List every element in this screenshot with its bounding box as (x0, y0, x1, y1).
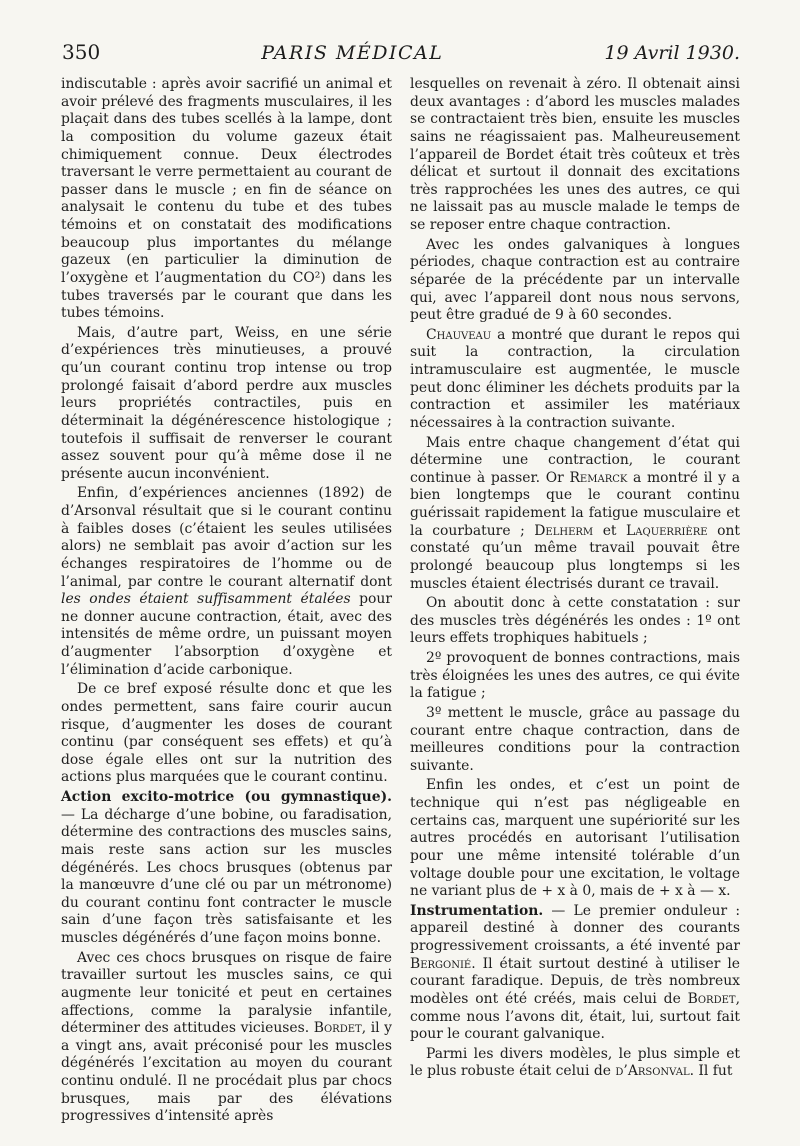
author-name: d’Arsonval (615, 1063, 690, 1080)
paragraph: Mais, d’autre part, Weiss, en une série d’expériences très minutieuses, a prouvé qu’un courant continu trop intense ou trop prolongé faisait d’abord perdre aux muscles leurs propriétés contractiles, puis en déterminait la dégénérescence histologique ; toutefois il suffisait de renverser le courant assez souvent pour qu’à même dose il ne présente aucun inconvénient. (61, 324, 392, 482)
paragraph: Parmi les divers modèles, le plus simple et le plus robuste était celui de d’Arsonval. Il fut (410, 1045, 740, 1080)
paragraph: Enfin les ondes, et c’est un point de technique qui n’est pas négligeable en certains cas, marquent une supériorité sur les autres procédés en autorisant l’utilisation pour une même intensité tolérable d’un voltage double pour une excitation, le voltage ne variant plus de + x à 0, mais de + x à — x. (410, 777, 740, 900)
author-name: Delherm (534, 522, 594, 539)
author-name: Bergonié (410, 955, 472, 972)
paragraph: Mais entre chaque changement d’état qui détermine une contraction, le courant continue à passer. Or Remarck a montré il y a bien longtemps que le courant continu guérissait rapidement la fatigue musculaire et la courbature ; Delherm et Laquerrière ont constaté qu’un même travail pouvait être prolongé beaucoup plus longtemps si les muscles étaient électrisés durant ce travail. (410, 434, 740, 592)
paragraph: Action excito-motrice (ou gymnastique). — La décharge d’une bobine, ou faradisation, détermine des contractions des muscles sains, mais reste sans action sur les muscles dégénérés. Les chocs brusques (obtenus par la manœuvre d’une clé ou par un métronome) du courant continu font contracter le muscle sain d’une façon très satisfaisante et les muscles dégénérés d’une façon moins bonne. (61, 789, 392, 946)
paragraph: 2º provoquent de bonnes contractions, mais très éloignées les unes des autres, ce qui évite la fatigue ; (410, 650, 740, 702)
paragraph: Avec ces chocs brusques on risque de faire travailler surtout les muscles sains, ce qui augmente leur tonicité et peut en certaines affections, comme la paralysie infantile, déterminer des attitudes vicieuses. Bordet, il y a vingt ans, avait préconisé pour les muscles dégénérés l’excitation au moyen du courant continu ondulé. Il ne procédait plus par chocs brusques, mais par des élévations progressives d’intensité après (61, 949, 393, 1125)
author-name: Remarck (569, 469, 628, 486)
author-name: Chauveau (426, 326, 492, 343)
running-header (62, 40, 740, 72)
author-name: Laquerrière (626, 522, 708, 539)
paragraph: Enfin, d’expériences anciennes (1892) de d’Arsonval résultait que si le courant continu à faibles doses (c’étaient les seules utilisées alors) ne semblait pas avoir d’action sur les échanges respiratoires de l’homme ou de l’animal, par contre le courant alternatif dont les ondes étaient suffisamment étalées pour ne donner aucune contraction, était, avec des intensités de même ordre, un puissant moyen d’augmenter l’absorption d’oxygène et l’élimination d’acide carbonique. (61, 485, 392, 678)
journal-title: PARIS MÉDICAL (261, 42, 444, 64)
paragraph: Chauveau a montré que durant le repos qui suit la contraction, la circulation intramusculaire est augmentée, le muscle peut donc éliminer les déchets produits par la contraction et assimiler les matériaux nécessaires à la contraction suivante. (410, 326, 740, 431)
emphasis: les ondes étaient suffisamment étalées (61, 591, 351, 608)
section-heading: Instrumentation. (410, 902, 544, 919)
page-number: 350 (62, 40, 101, 64)
paragraph: 3º mettent le muscle, grâce au passage du courant entre chaque contraction, dans de meilleures conditions pour la contraction suivante. (410, 704, 740, 774)
author-name: Bordet (687, 990, 736, 1007)
right-column (410, 76, 740, 1081)
paragraph: lesquelles on revenait à zéro. Il obtenait ainsi deux avantages : d’abord les muscles malades se contractaient très bien, ensuite les muscles sains ne réagissaient pas. Malheureusement l’appareil de Bordet était très coûteux et très délicat et surtout il donnait des excitations très rapprochées les unes des autres, ce qui ne laissait pas au muscle malade le temps de se reposer entre chaque contraction. (410, 76, 740, 233)
paragraph: De ce bref exposé résulte donc et que les ondes permettent, sans faire courir aucun risque, d’augmenter les doses de courant continu (par conséquent ses effets) et qu’à dose égale elles ont sur la nutrition des actions plus marquées que le courant continu. (61, 681, 392, 786)
paragraph: On aboutit donc à cette constatation : sur des muscles très dégénérés les ondes : 1º ont leurs effets trophiques habituels ; (410, 595, 740, 647)
paragraph: indiscutable : après avoir sacrifié un animal et avoir prélevé des fragments musculaires, il les plaçait dans des tubes scellés à la lampe, dont la composition du volume gazeux était chimiquement connue. Deux électrodes traversant le verre permettaient au courant de passer dans le muscle ; en fin de séance on analysait le contenu du tube et des tubes témoins et on constatait des modifications beaucoup plus importantes du mélange gazeux (en particulier la diminution de l’oxygène et l’augmentation du CO²) dans les tubes traversés par le courant que dans les tubes témoins. (61, 76, 392, 322)
section-heading: Action excito-motrice (ou gymnastique). (61, 789, 392, 805)
author-name: Bordet (313, 1020, 362, 1037)
issue-date: 19 Avril 1930. (604, 42, 740, 64)
paragraph: Instrumentation. — Le premier onduleur : appareil destiné à donner des courants progressivement croissants, a été inventé par Bergonié. Il était surtout destiné à utiliser le courant faradique. Depuis, de très nombreux modèles ont été créés, mais celui de Bordet, comme nous l’avons dit, était, lui, surtout fait pour le courant galvanique. (410, 902, 740, 1043)
left-column (61, 76, 392, 1126)
paragraph: Avec les ondes galvaniques à longues périodes, chaque contraction est au contraire séparée de la précédente par un intervalle qui, avec l’appareil dont nous nous servons, peut être gradué de 9 à 60 secondes. (410, 236, 740, 324)
